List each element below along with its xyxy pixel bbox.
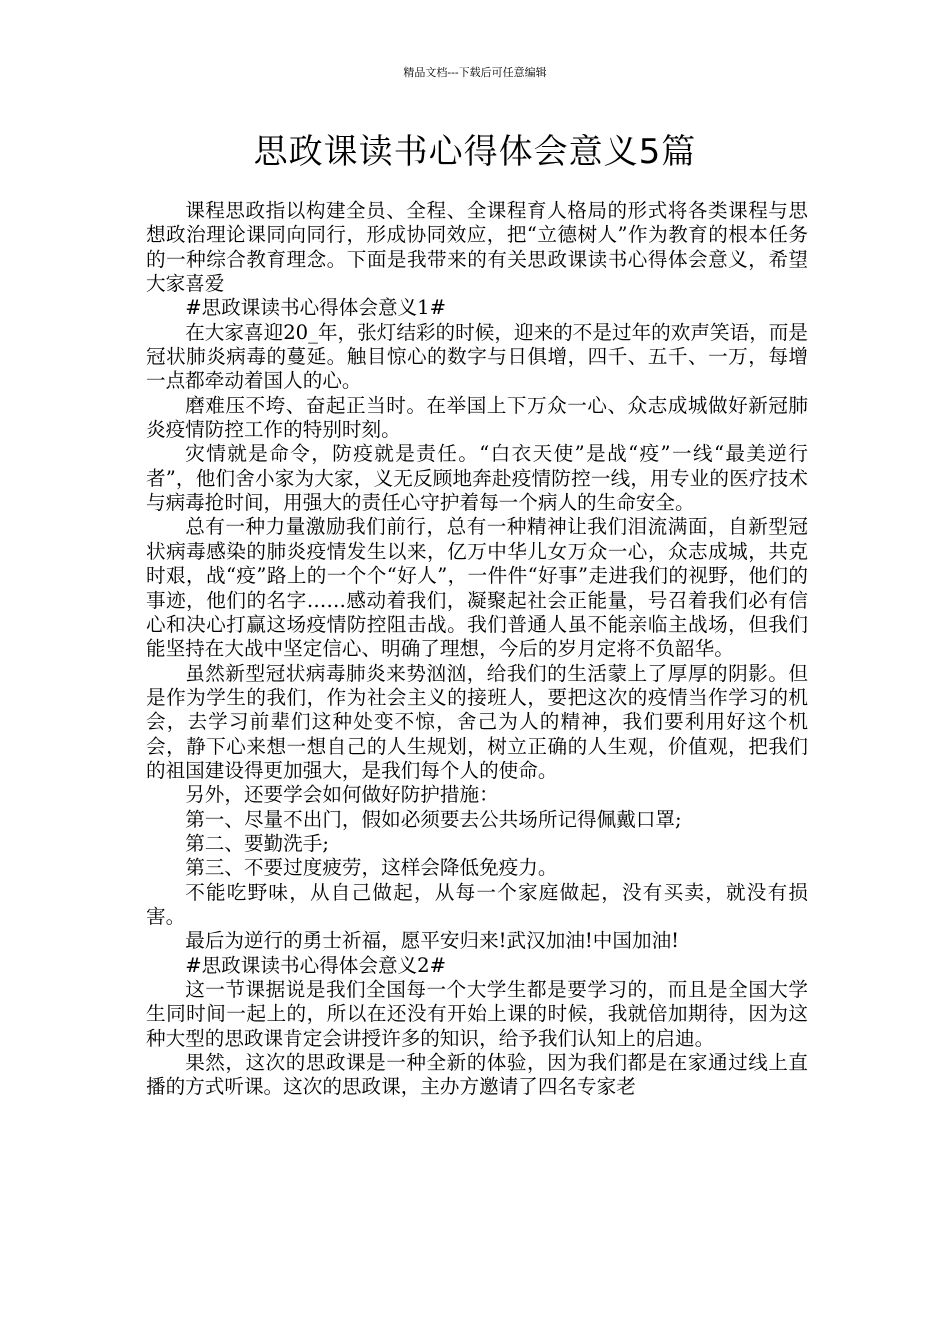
paragraph: 这一节课据说是我们全国每一个大学生都是要学习的，而且是全国大学生同时间一起上的，所以在还没有开始上课的时候，我就倍加期待，因为这种大型的思政课肯定会讲授许多的知识，给予我们认知上的启迪。 <box>146 978 808 1050</box>
paragraph: 虽然新型冠状病毒肺炎来势汹汹，给我们的生活蒙上了厚厚的阴影。但是作为学生的我们，作为社会主义的接班人，要把这次的疫情当作学习的机会，去学习前辈们这种处变不惊，舍己为人的精神，我们要利用好这个机会，静下心来想一想自己的人生规划，树立正确的人生观，价值观，把我们的祖国建设得更加强大，是我们每个人的使命。 <box>146 661 808 782</box>
paragraph-intro: 课程思政指以构建全员、全程、全课程育人格局的形式将各类课程与思想政治理论课同向同行，形成协同效应，把“立德树人”作为教育的根本任务的一种综合教育理念。下面是我带来的有关思政课读书心得体会意义，希望大家喜爱 <box>146 199 808 296</box>
header-note: 精品文档---下载后可任意编辑 <box>403 66 547 79</box>
list-item: 第三、不要过度疲劳，这样会降低免疫力。 <box>185 856 558 880</box>
list-item: 第二、要勤洗手; <box>185 831 329 855</box>
paragraph: 不能吃野味，从自己做起，从每一个家庭做起，没有买卖，就没有损害。 <box>146 880 808 928</box>
paragraph: 总有一种力量激励我们前行，总有一种精神让我们泪流满面，自新型冠状病毒感染的肺炎疫情发生以来，亿万中华儿女万众一心，众志成城，共克时艰，战“疫”路上的一个个“好人”，一件件“好事”走进我们的视野，他们的事迹，他们的名字……感动着我们，凝聚起社会正能量，号召着我们必有信心和决心打赢这场疫情防控阻击战。我们普通人虽不能亲临主战场，但我们能坚持在大战中坚定信心、明确了理想，今后的岁月定将不负韶华。 <box>146 515 808 661</box>
paragraph: 灾情就是命令，防疫就是责任。“白衣天使”是战“疫”一线“最美逆行者”，他们舍小家为大家，义无反顾地奔赴疫情防控一线，用专业的医疗技术与病毒抢时间，用强大的责任心守护着每一个病人的生命安全。 <box>146 442 808 515</box>
paragraph: 磨难压不垮、奋起正当时。在举国上下万众一心、众志成城做好新冠肺炎疫情防控工作的特别时刻。 <box>146 393 808 442</box>
paragraph: 果然，这次的思政课是一种全新的体验，因为我们都是在家通过线上直播的方式听课。这次的思政课，主办方邀请了四名专家老 <box>146 1051 808 1099</box>
section-heading-2: #思政课读书心得体会意义2# <box>185 953 447 977</box>
paragraph: 最后为逆行的勇士祈福，愿平安归来!武汉加油!中国加油! <box>185 929 680 953</box>
document-title: 思政课读书心得体会意义5篇 <box>253 132 697 172</box>
list-item: 第一、尽量不出门，假如必须要去公共场所记得佩戴口罩; <box>185 807 682 831</box>
document-body <box>146 199 808 1100</box>
section-heading-1: #思政课读书心得体会意义1# <box>185 296 447 320</box>
paragraph: 在大家喜迎20_年，张灯结彩的时候，迎来的不是过年的欢声笑语，而是冠状肺炎病毒的蔓延。触目惊心的数字与日俱增，四千、五千、一万，每增一点都牵动着国人的心。 <box>146 320 808 393</box>
paragraph: 另外，还要学会如何做好防护措施： <box>185 783 499 807</box>
